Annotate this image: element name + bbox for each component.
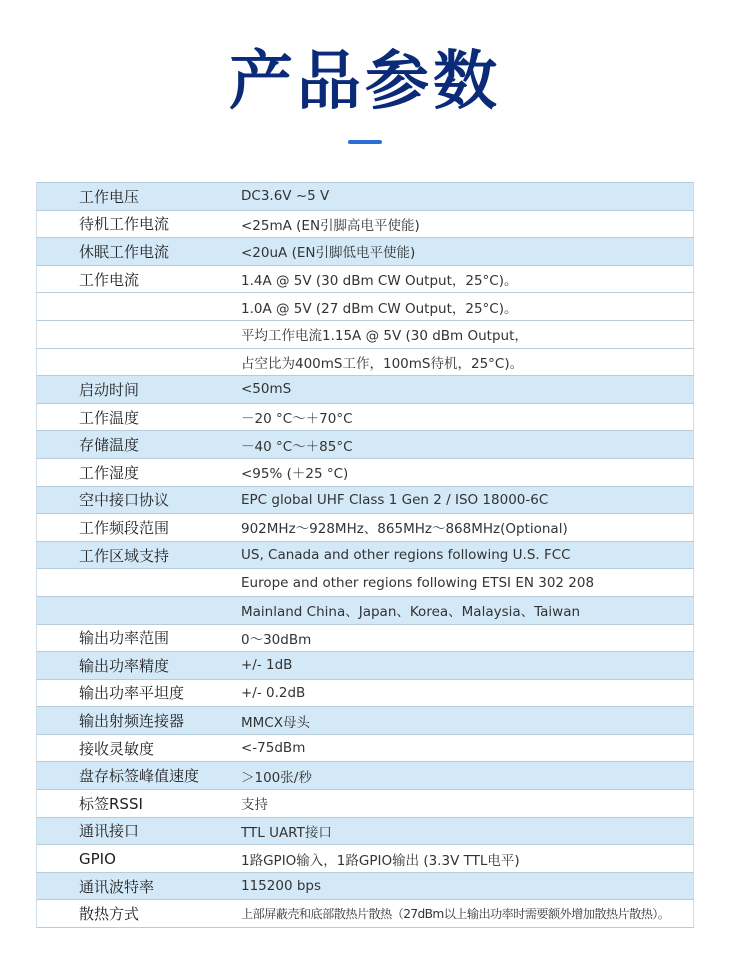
row-value: TTL UART接口: [241, 824, 332, 841]
table-row: [36, 569, 694, 597]
table-row: [36, 845, 694, 873]
table-row: [36, 762, 694, 790]
row-label: 工作电流: [79, 270, 140, 289]
row-value: 上部屏蔽壳和底部散热片散热（27dBm以上输出功率时需要额外增加散热片散热）。: [241, 907, 670, 922]
row-label: 散热方式: [79, 905, 140, 924]
row-value: MMCX母头: [241, 714, 310, 731]
row-label: 工作温度: [79, 408, 140, 427]
row-value: EPC global UHF Class 1 Gen 2 / ISO 18000-6C: [241, 491, 549, 508]
row-value: <25mA (EN引脚高电平使能): [241, 217, 420, 234]
row-label: 输出功率平坦度: [79, 684, 185, 703]
row-label: 待机工作电流: [79, 215, 170, 234]
row-value: Mainland China、Japan、Korea、Malaysia、Taiwan: [241, 604, 581, 621]
row-value: 1.4A @ 5V (30 dBm CW Output，25°C)。: [241, 273, 518, 290]
table-row: [36, 652, 694, 680]
table-row: [36, 790, 694, 818]
row-label: 通讯波特率: [79, 877, 155, 896]
row-value: +/- 1dB: [241, 657, 293, 674]
table-row: [36, 514, 694, 542]
row-value: －40 °C～＋85°C: [241, 438, 353, 455]
row-value: 占空比为400mS工作，100mS待机，25°C)。: [241, 355, 524, 372]
row-label: 输出功率精度: [79, 656, 170, 675]
row-label: 输出射频连接器: [79, 712, 185, 731]
row-value: 平均工作电流1.15A @ 5V (30 dBm Output，: [241, 328, 528, 345]
row-value: 支持: [241, 797, 268, 814]
row-value: －20 °C～＋70°C: [241, 411, 353, 428]
row-label: 启动时间: [79, 380, 140, 399]
table-row: [36, 293, 694, 321]
row-value: ＞100张/秒: [241, 769, 312, 786]
row-label: 存储温度: [79, 436, 140, 455]
table-row: [36, 183, 694, 211]
row-value: 902MHz～928MHz、865MHz～868MHz(Optional): [241, 521, 568, 538]
table-row: [36, 625, 694, 653]
table-row: [36, 735, 694, 763]
row-value: 115200 bps: [241, 878, 321, 895]
row-label: 工作频段范围: [79, 518, 170, 537]
table-row: [36, 431, 694, 459]
row-value: <-75dBm: [241, 740, 306, 757]
title-underline: [348, 140, 382, 144]
row-value: <20uA (EN引脚低电平使能): [241, 245, 416, 262]
row-value: <50mS: [241, 381, 292, 398]
table-row: [36, 707, 694, 735]
row-label: 工作湿度: [79, 463, 140, 482]
spec-table: [36, 182, 694, 928]
table-row: [36, 680, 694, 708]
row-label: 通讯接口: [79, 822, 140, 841]
row-value: 1路GPIO输入，1路GPIO输出 (3.3V TTL电平): [241, 852, 520, 869]
row-label: GPIO: [79, 849, 116, 868]
row-label: 工作区域支持: [79, 546, 170, 565]
table-row: [36, 266, 694, 294]
row-value: +/- 0.2dB: [241, 684, 306, 701]
table-row: [36, 321, 694, 349]
row-label: 空中接口协议: [79, 491, 170, 510]
page-title: 产品参数: [229, 45, 501, 119]
table-row: [36, 597, 694, 625]
table-row: [36, 873, 694, 901]
row-label: 盘存标签峰值速度: [79, 767, 200, 786]
row-value: 1.0A @ 5V (27 dBm CW Output，25°C)。: [241, 300, 518, 317]
table-row: [36, 376, 694, 404]
table-row: [36, 238, 694, 266]
table-row: [36, 349, 694, 377]
table-row: [36, 818, 694, 846]
row-label: 休眠工作电流: [79, 242, 170, 261]
row-value: US, Canada and other regions following U.S. FCC: [241, 547, 571, 564]
row-label: 输出功率范围: [79, 629, 170, 648]
row-value: Europe and other regions following ETSI EN 302 208: [241, 574, 595, 591]
row-value: 0～30dBm: [241, 631, 312, 648]
table-row: [36, 211, 694, 239]
table-row: [36, 404, 694, 432]
row-label: 标签RSSI: [79, 794, 143, 813]
row-label: 接收灵敏度: [79, 739, 155, 758]
row-label: 工作电压: [79, 187, 140, 206]
table-row: [36, 542, 694, 570]
table-row: [36, 459, 694, 487]
row-value: <95% (＋25 °C): [241, 466, 349, 483]
table-row: [36, 487, 694, 515]
row-value: DC3.6V ~5 V: [241, 188, 330, 205]
table-row: [36, 900, 694, 928]
